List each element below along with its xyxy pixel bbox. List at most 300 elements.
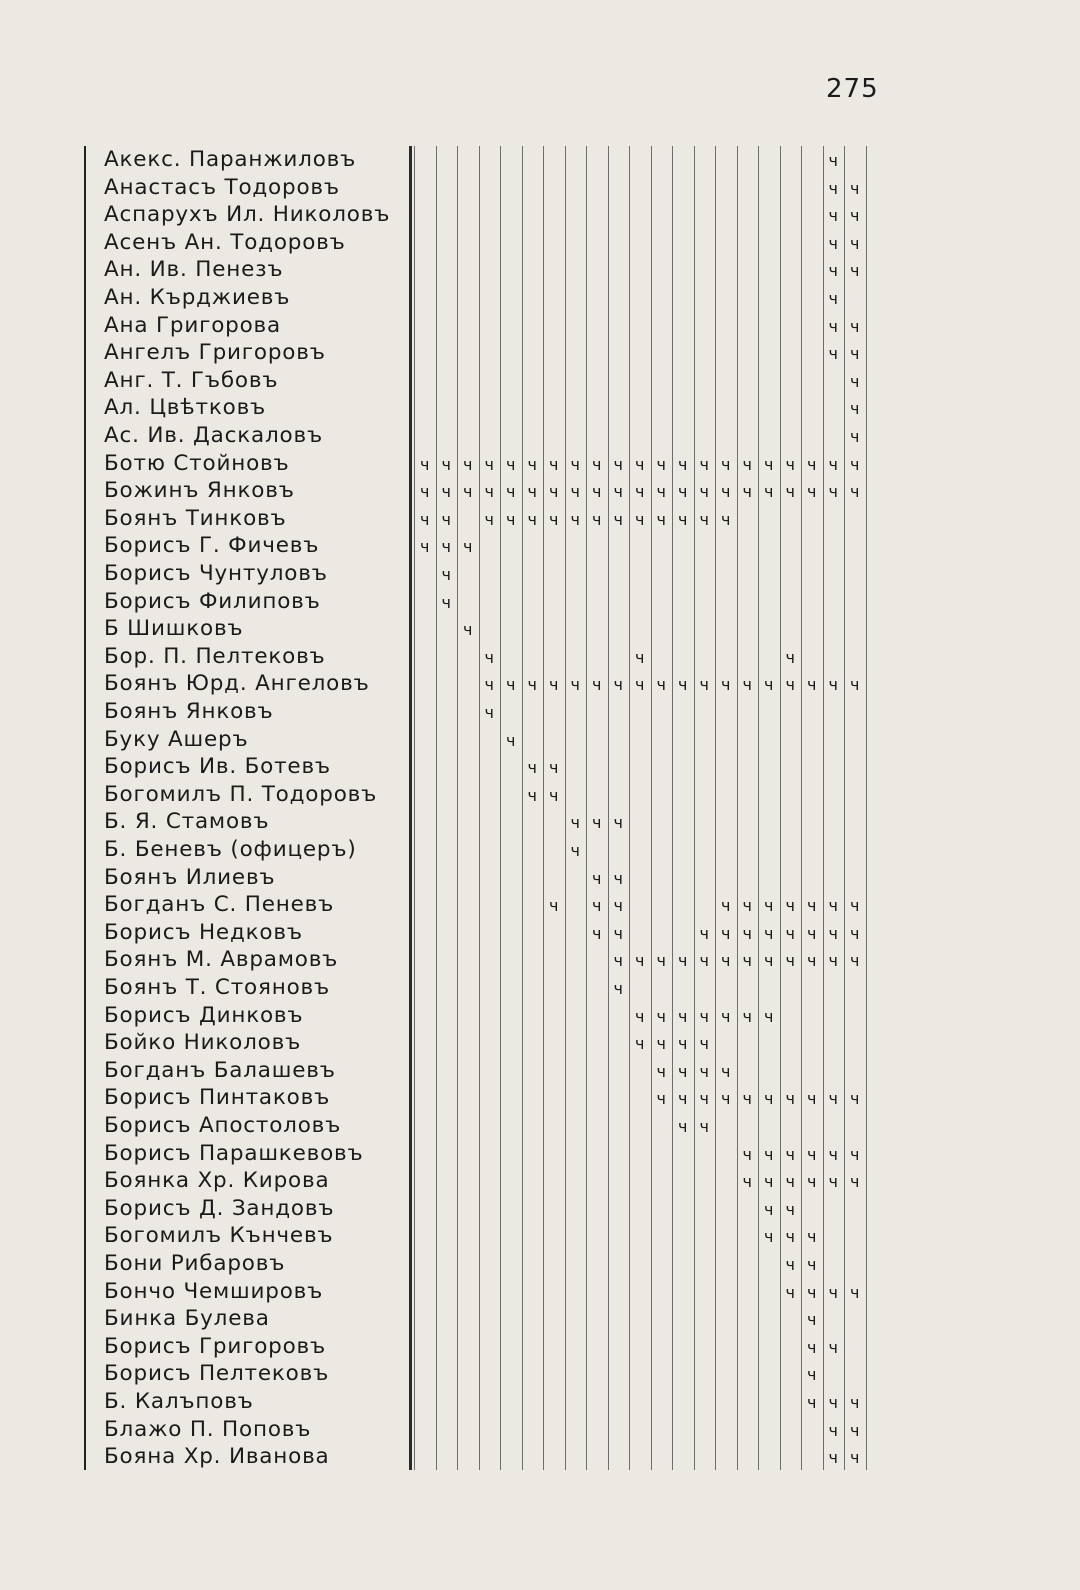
attendance-mark: ч bbox=[699, 482, 709, 502]
attendance-mark: ч bbox=[785, 1089, 795, 1109]
attendance-mark: ч bbox=[807, 1310, 817, 1330]
attendance-mark: ч bbox=[635, 951, 645, 971]
attendance-mark: ч bbox=[807, 1393, 817, 1412]
person-name: Ас. Ив. Даскаловъ bbox=[104, 423, 323, 448]
attendance-mark: ч bbox=[549, 509, 559, 529]
attendance-mark: ч bbox=[721, 951, 731, 971]
attendance-mark: ч bbox=[678, 1117, 688, 1136]
attendance-mark: ч bbox=[592, 813, 602, 833]
attendance-mark: ч bbox=[592, 923, 602, 943]
attendance-mark: ч bbox=[828, 151, 838, 170]
attendance-mark: ч bbox=[656, 951, 666, 971]
attendance-mark: ч bbox=[828, 261, 838, 281]
table-row bbox=[84, 312, 874, 340]
person-name: Бояна Хр. Иванова bbox=[104, 1444, 330, 1470]
attendance-mark: ч bbox=[764, 896, 774, 916]
attendance-mark: ч bbox=[828, 1089, 838, 1109]
table-row bbox=[84, 394, 874, 422]
attendance-mark: ч bbox=[807, 1227, 817, 1247]
person-name: Буку Ашеръ bbox=[104, 726, 249, 752]
person-name: Богомилъ П. Тодоровъ bbox=[104, 781, 378, 807]
attendance-mark: ч bbox=[828, 923, 838, 943]
table-row bbox=[84, 284, 874, 312]
person-name: Ангелъ Григоровъ bbox=[104, 340, 326, 366]
table-row bbox=[84, 1029, 874, 1057]
attendance-mark: ч bbox=[656, 1034, 666, 1054]
attendance-mark: ч bbox=[506, 675, 516, 695]
table-row bbox=[84, 615, 874, 643]
attendance-mark: ч bbox=[807, 1172, 817, 1192]
attendance-mark: ч bbox=[785, 951, 795, 971]
attendance-mark: ч bbox=[807, 951, 817, 971]
attendance-mark: ч bbox=[742, 482, 752, 502]
attendance-mark: ч bbox=[850, 896, 860, 916]
attendance-mark: ч bbox=[807, 1282, 817, 1302]
attendance-mark: ч bbox=[656, 482, 666, 502]
person-name: Блажо П. Поповъ bbox=[104, 1416, 312, 1442]
attendance-mark: ч bbox=[785, 482, 795, 502]
person-name: Борисъ Г. Фичевъ bbox=[104, 533, 320, 559]
attendance-mark: ч bbox=[441, 565, 451, 584]
attendance-mark: ч bbox=[699, 1034, 709, 1054]
table-row bbox=[84, 588, 874, 616]
attendance-mark: ч bbox=[506, 482, 516, 502]
attendance-mark: ч bbox=[850, 233, 860, 253]
person-name: Богданъ С. Пеневъ bbox=[104, 892, 335, 918]
attendance-mark: ч bbox=[850, 1282, 860, 1302]
attendance-mark: ч bbox=[785, 675, 795, 695]
person-name: Борисъ Динковъ bbox=[104, 1002, 304, 1028]
attendance-mark: ч bbox=[656, 509, 666, 529]
attendance-mark: ч bbox=[764, 454, 774, 474]
attendance-mark: ч bbox=[635, 1006, 645, 1026]
attendance-mark: ч bbox=[527, 454, 537, 474]
attendance-mark: ч bbox=[764, 482, 774, 502]
attendance-mark: ч bbox=[592, 896, 602, 916]
person-name: Богомилъ Кънчевъ bbox=[104, 1223, 334, 1249]
attendance-mark: ч bbox=[484, 482, 494, 502]
attendance-mark: ч bbox=[613, 951, 623, 971]
table-row bbox=[84, 643, 874, 671]
attendance-mark: ч bbox=[850, 1089, 860, 1109]
attendance-mark: ч bbox=[850, 316, 860, 336]
attendance-mark: ч bbox=[742, 1006, 752, 1026]
person-name: Боянка Хр. Кирова bbox=[104, 1168, 330, 1194]
attendance-mark: ч bbox=[785, 1227, 795, 1247]
attendance-mark: ч bbox=[613, 923, 623, 943]
attendance-mark: ч bbox=[549, 454, 559, 474]
person-name: Б Шишковъ bbox=[104, 616, 244, 642]
attendance-mark: ч bbox=[828, 1144, 838, 1164]
attendance-mark: ч bbox=[807, 454, 817, 474]
attendance-mark: ч bbox=[463, 454, 473, 474]
table-row bbox=[84, 919, 874, 947]
attendance-mark: ч bbox=[721, 454, 731, 474]
attendance-mark: ч bbox=[678, 509, 688, 529]
attendance-mark: ч bbox=[850, 206, 860, 226]
attendance-mark: ч bbox=[785, 647, 795, 667]
attendance-mark: ч bbox=[656, 1089, 666, 1109]
attendance-mark: ч bbox=[699, 1089, 709, 1109]
attendance-mark: ч bbox=[721, 1089, 731, 1109]
attendance-mark: ч bbox=[699, 1006, 709, 1026]
person-name: Б. Я. Стамовъ bbox=[104, 809, 270, 835]
attendance-mark: ч bbox=[678, 675, 688, 695]
table-row bbox=[84, 891, 874, 919]
attendance-mark: ч bbox=[592, 675, 602, 695]
table-row bbox=[84, 1002, 874, 1030]
attendance-mark: ч bbox=[721, 482, 731, 502]
person-name: Б. Калъповъ bbox=[104, 1389, 254, 1414]
attendance-mark: ч bbox=[506, 730, 516, 750]
person-name: Борисъ Недковъ bbox=[104, 919, 303, 945]
person-name: Ал. Цвѣтковъ bbox=[104, 395, 267, 421]
attendance-mark: ч bbox=[828, 316, 838, 336]
attendance-mark: ч bbox=[828, 454, 838, 474]
attendance-mark: ч bbox=[764, 1144, 774, 1164]
attendance-mark: ч bbox=[613, 509, 623, 529]
attendance-mark: ч bbox=[441, 454, 451, 474]
person-name: Боянъ Тинковъ bbox=[104, 505, 287, 531]
attendance-mark: ч bbox=[441, 592, 451, 612]
attendance-mark: ч bbox=[635, 647, 645, 667]
attendance-mark: ч bbox=[549, 758, 559, 778]
table-row bbox=[84, 1333, 874, 1361]
attendance-mark: ч bbox=[484, 703, 494, 722]
table-row bbox=[84, 1140, 874, 1168]
attendance-mark: ч bbox=[807, 896, 817, 916]
table-row bbox=[84, 1388, 874, 1416]
attendance-mark: ч bbox=[678, 1006, 688, 1026]
table-row bbox=[84, 808, 874, 836]
person-name: Анг. Т. Гъбовъ bbox=[104, 367, 279, 393]
attendance-mark: ч bbox=[850, 454, 860, 474]
attendance-mark: ч bbox=[570, 841, 580, 860]
attendance-mark: ч bbox=[742, 675, 752, 695]
table-row bbox=[84, 1167, 874, 1195]
attendance-mark: ч bbox=[742, 1089, 752, 1109]
attendance-mark: ч bbox=[742, 1172, 752, 1192]
attendance-mark: ч bbox=[549, 785, 559, 805]
attendance-mark: ч bbox=[764, 1172, 774, 1192]
person-name: Ботю Стойновъ bbox=[104, 450, 290, 476]
attendance-mark: ч bbox=[807, 1144, 817, 1164]
table-row bbox=[84, 450, 874, 478]
attendance-mark: ч bbox=[807, 1365, 817, 1385]
table-row bbox=[84, 1278, 874, 1306]
person-name: Бони Рибаровъ bbox=[104, 1251, 286, 1276]
attendance-mark: ч bbox=[850, 344, 860, 364]
attendance-mark: ч bbox=[721, 1006, 731, 1026]
attendance-mark: ч bbox=[785, 454, 795, 474]
attendance-mark: ч bbox=[699, 923, 709, 943]
person-name: Борисъ Григоровъ bbox=[104, 1333, 327, 1359]
attendance-mark: ч bbox=[592, 509, 602, 529]
attendance-mark: ч bbox=[527, 675, 537, 695]
table-row bbox=[84, 836, 874, 864]
attendance-mark: ч bbox=[613, 482, 623, 502]
attendance-mark: ч bbox=[570, 454, 580, 474]
attendance-mark: ч bbox=[549, 896, 559, 916]
person-name: Бойко Николовъ bbox=[104, 1030, 302, 1056]
attendance-mark: ч bbox=[484, 509, 494, 529]
table-row bbox=[84, 1443, 874, 1471]
attendance-mark: ч bbox=[592, 454, 602, 474]
attendance-mark: ч bbox=[850, 923, 860, 943]
attendance-mark: ч bbox=[549, 482, 559, 502]
table-row bbox=[84, 864, 874, 892]
attendance-mark: ч bbox=[785, 1255, 795, 1274]
attendance-mark: ч bbox=[850, 675, 860, 695]
attendance-mark: ч bbox=[828, 951, 838, 971]
attendance-mark: ч bbox=[850, 178, 860, 198]
attendance-mark: ч bbox=[828, 178, 838, 198]
attendance-mark: ч bbox=[742, 1144, 752, 1164]
attendance-mark: ч bbox=[678, 1034, 688, 1054]
attendance-mark: ч bbox=[570, 675, 580, 695]
attendance-mark: ч bbox=[678, 1061, 688, 1081]
attendance-mark: ч bbox=[828, 1172, 838, 1192]
table-row bbox=[84, 229, 874, 257]
attendance-mark: ч bbox=[828, 675, 838, 695]
person-name: Борисъ Апостоловъ bbox=[104, 1113, 342, 1138]
table-row bbox=[84, 726, 874, 754]
attendance-mark: ч bbox=[484, 454, 494, 474]
attendance-mark: ч bbox=[527, 785, 537, 805]
attendance-mark: ч bbox=[807, 675, 817, 695]
attendance-mark: ч bbox=[441, 482, 451, 502]
table-row bbox=[84, 1112, 874, 1140]
attendance-mark: ч bbox=[506, 509, 516, 529]
person-name: Ан. Кърджиевъ bbox=[104, 285, 291, 310]
table-row bbox=[84, 670, 874, 698]
person-name: Асенъ Ан. Тодоровъ bbox=[104, 229, 346, 255]
attendance-mark: ч bbox=[742, 951, 752, 971]
table-row bbox=[84, 560, 874, 588]
attendance-mark: ч bbox=[828, 289, 838, 308]
table-row bbox=[84, 781, 874, 809]
attendance-mark: ч bbox=[785, 896, 795, 916]
attendance-mark: ч bbox=[699, 675, 709, 695]
attendance-mark: ч bbox=[699, 454, 709, 474]
table-row bbox=[84, 256, 874, 284]
attendance-mark: ч bbox=[635, 482, 645, 502]
attendance-mark: ч bbox=[850, 1393, 860, 1412]
attendance-mark: ч bbox=[828, 896, 838, 916]
attendance-mark: ч bbox=[721, 896, 731, 916]
attendance-mark: ч bbox=[850, 1144, 860, 1164]
attendance-mark: ч bbox=[613, 454, 623, 474]
person-name: Богданъ Балашевъ bbox=[104, 1057, 336, 1083]
attendance-table bbox=[84, 146, 874, 1470]
table-row bbox=[84, 201, 874, 229]
person-name: Борисъ Пелтековъ bbox=[104, 1361, 330, 1387]
attendance-mark: ч bbox=[721, 675, 731, 695]
person-name: Боянъ Т. Стояновъ bbox=[104, 975, 331, 1000]
person-name: Боянъ Илиевъ bbox=[104, 864, 276, 890]
person-name: Борисъ Ив. Ботевъ bbox=[104, 754, 331, 780]
attendance-mark: ч bbox=[742, 896, 752, 916]
attendance-mark: ч bbox=[828, 1337, 838, 1357]
attendance-mark: ч bbox=[785, 923, 795, 943]
person-name: Ан. Ив. Пенезъ bbox=[104, 257, 284, 283]
table-row bbox=[84, 505, 874, 533]
attendance-mark: ч bbox=[463, 482, 473, 502]
attendance-mark: ч bbox=[742, 923, 752, 943]
attendance-mark: ч bbox=[699, 1061, 709, 1081]
attendance-mark: ч bbox=[721, 923, 731, 943]
attendance-mark: ч bbox=[463, 620, 473, 640]
attendance-mark: ч bbox=[570, 509, 580, 529]
attendance-mark: ч bbox=[656, 675, 666, 695]
attendance-mark: ч bbox=[807, 482, 817, 502]
person-name: Бинка Булева bbox=[104, 1306, 270, 1332]
attendance-mark: ч bbox=[484, 675, 494, 695]
table-row bbox=[84, 1195, 874, 1223]
attendance-mark: ч bbox=[527, 482, 537, 502]
attendance-mark: ч bbox=[570, 482, 580, 502]
attendance-mark: ч bbox=[656, 1061, 666, 1081]
attendance-mark: ч bbox=[785, 1144, 795, 1164]
attendance-mark: ч bbox=[850, 1420, 860, 1440]
attendance-mark: ч bbox=[764, 675, 774, 695]
table-row bbox=[84, 146, 874, 174]
attendance-mark: ч bbox=[764, 1006, 774, 1026]
attendance-mark: ч bbox=[850, 399, 860, 419]
attendance-mark: ч bbox=[592, 868, 602, 888]
table-row bbox=[84, 1057, 874, 1085]
attendance-mark: ч bbox=[635, 509, 645, 529]
attendance-mark: ч bbox=[807, 1089, 817, 1109]
table-row bbox=[84, 532, 874, 560]
attendance-mark: ч bbox=[764, 951, 774, 971]
attendance-mark: ч bbox=[828, 1282, 838, 1302]
attendance-mark: ч bbox=[420, 509, 430, 529]
person-name: Б. Беневъ (офицеръ) bbox=[104, 837, 357, 862]
attendance-mark: ч bbox=[635, 675, 645, 695]
attendance-mark: ч bbox=[764, 1199, 774, 1219]
attendance-mark: ч bbox=[699, 951, 709, 971]
attendance-mark: ч bbox=[656, 1006, 666, 1026]
attendance-mark: ч bbox=[742, 454, 752, 474]
table-row bbox=[84, 1416, 874, 1444]
attendance-mark: ч bbox=[721, 509, 731, 529]
table-row bbox=[84, 974, 874, 1002]
person-name: Борисъ Д. Зандовъ bbox=[104, 1195, 335, 1221]
attendance-mark: ч bbox=[828, 233, 838, 253]
table-row bbox=[84, 422, 874, 450]
attendance-mark: ч bbox=[527, 509, 537, 529]
table-row bbox=[84, 1305, 874, 1333]
attendance-mark: ч bbox=[484, 647, 494, 667]
page-number: 275 bbox=[826, 74, 879, 104]
table-row bbox=[84, 367, 874, 395]
person-name: Борисъ Филиповъ bbox=[104, 588, 321, 614]
person-name: Божинъ Янковъ bbox=[104, 478, 295, 504]
attendance-mark: ч bbox=[785, 1172, 795, 1192]
attendance-mark: ч bbox=[828, 1393, 838, 1412]
attendance-mark: ч bbox=[592, 482, 602, 502]
table-row bbox=[84, 477, 874, 505]
attendance-mark: ч bbox=[764, 923, 774, 943]
attendance-mark: ч bbox=[828, 344, 838, 364]
person-name: Борисъ Парашкевовъ bbox=[104, 1140, 364, 1166]
table-row bbox=[84, 1250, 874, 1278]
attendance-mark: ч bbox=[721, 1061, 731, 1081]
table-row bbox=[84, 174, 874, 202]
attendance-mark: ч bbox=[850, 371, 860, 391]
attendance-mark: ч bbox=[785, 1199, 795, 1219]
person-name: Ана Григорова bbox=[104, 312, 282, 338]
attendance-mark: ч bbox=[678, 482, 688, 502]
attendance-mark: ч bbox=[441, 509, 451, 529]
attendance-mark: ч bbox=[764, 1089, 774, 1109]
attendance-mark: ч bbox=[527, 758, 537, 778]
person-name: Аспарухъ Ил. Николовъ bbox=[104, 202, 391, 228]
attendance-mark: ч bbox=[764, 1227, 774, 1247]
attendance-mark: ч bbox=[613, 896, 623, 916]
attendance-mark: ч bbox=[678, 1089, 688, 1109]
attendance-mark: ч bbox=[828, 206, 838, 226]
table-row bbox=[84, 339, 874, 367]
attendance-mark: ч bbox=[850, 951, 860, 971]
person-name: Борисъ Пинтаковъ bbox=[104, 1085, 331, 1111]
attendance-mark: ч bbox=[656, 454, 666, 474]
attendance-mark: ч bbox=[850, 482, 860, 502]
attendance-mark: ч bbox=[850, 1172, 860, 1192]
attendance-mark: ч bbox=[613, 868, 623, 888]
attendance-mark: ч bbox=[635, 454, 645, 474]
table-row bbox=[84, 946, 874, 974]
attendance-mark: ч bbox=[463, 537, 473, 557]
attendance-mark: ч bbox=[613, 813, 623, 833]
attendance-mark: ч bbox=[699, 1117, 709, 1136]
person-name: Бор. П. Пелтековъ bbox=[104, 643, 326, 669]
table-row bbox=[84, 753, 874, 781]
attendance-mark: ч bbox=[828, 1420, 838, 1440]
attendance-mark: ч bbox=[420, 537, 430, 557]
attendance-mark: ч bbox=[828, 1448, 838, 1468]
attendance-mark: ч bbox=[506, 454, 516, 474]
attendance-mark: ч bbox=[699, 509, 709, 529]
attendance-mark: ч bbox=[807, 923, 817, 943]
attendance-mark: ч bbox=[441, 537, 451, 557]
person-name: Боянъ Янковъ bbox=[104, 699, 274, 724]
attendance-mark: ч bbox=[635, 1034, 645, 1054]
attendance-mark: ч bbox=[613, 979, 623, 998]
attendance-mark: ч bbox=[420, 482, 430, 502]
attendance-mark: ч bbox=[850, 427, 860, 446]
attendance-mark: ч bbox=[678, 454, 688, 474]
attendance-mark: ч bbox=[850, 261, 860, 281]
person-name: Анастасъ Тодоровъ bbox=[104, 174, 340, 200]
attendance-mark: ч bbox=[549, 675, 559, 695]
attendance-mark: ч bbox=[785, 1282, 795, 1302]
attendance-mark: ч bbox=[570, 813, 580, 833]
table-row bbox=[84, 1360, 874, 1388]
person-name: Акекс. Паранжиловъ bbox=[104, 147, 357, 172]
attendance-mark: ч bbox=[807, 1255, 817, 1274]
attendance-mark: ч bbox=[850, 1448, 860, 1468]
attendance-mark: ч bbox=[420, 454, 430, 474]
table-row bbox=[84, 1084, 874, 1112]
attendance-mark: ч bbox=[828, 482, 838, 502]
person-name: Боянъ М. Аврамовъ bbox=[104, 947, 339, 973]
person-name: Боянъ Юрд. Ангеловъ bbox=[104, 671, 370, 697]
attendance-mark: ч bbox=[807, 1337, 817, 1357]
attendance-mark: ч bbox=[613, 675, 623, 695]
table-row bbox=[84, 698, 874, 726]
